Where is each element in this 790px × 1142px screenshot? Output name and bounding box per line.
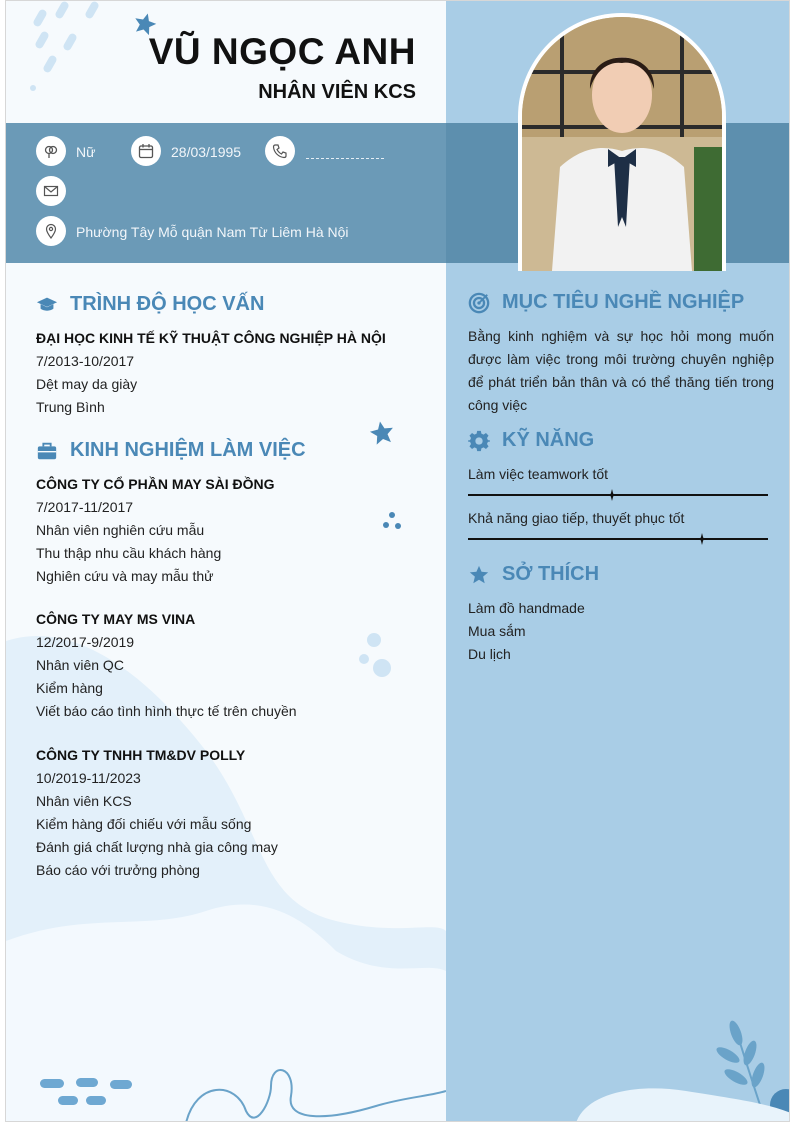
skills-header [468, 429, 594, 452]
birthdate-text: 28/03/1995 [171, 144, 242, 160]
skills-title: KỸ NĂNG [502, 429, 595, 451]
job-company: CÔNG TY CỔ PHẦN MAY SÀI ĐỒNG [36, 476, 275, 492]
target-icon [468, 292, 490, 314]
graduation-cap-icon [36, 294, 58, 316]
job-period: 7/2017-11/2017 [36, 499, 134, 515]
job-detail: Kiểm hàng [36, 680, 103, 696]
job-detail: Đánh giá chất lượng nhà gia công may [36, 839, 278, 855]
gender-icon-badge [36, 136, 66, 166]
skill-bar [468, 538, 768, 540]
objective-title: MỤC TIÊU NGHỀ NGHIỆP [502, 291, 745, 313]
email-icon [43, 183, 59, 199]
bubbles-decoration [356, 631, 396, 681]
education-major: Dệt may da giày [36, 376, 138, 392]
address-text: Phường Tây Mỗ quận Nam Từ Liêm Hà Nội [76, 224, 349, 240]
bottom-right-wave [576, 1083, 790, 1122]
job-detail: Báo cáo với trưởng phòng [36, 862, 200, 878]
job-title: NHÂN VIÊN KCS [258, 81, 416, 103]
bottom-swirl [176, 1061, 446, 1122]
education-title: TRÌNH ĐỘ HỌC VẤN [70, 293, 265, 315]
calendar-icon [138, 143, 154, 159]
profile-photo [522, 17, 722, 271]
job-company: CÔNG TY MAY MS VINA [36, 611, 196, 627]
job-detail: Nhân viên KCS [36, 793, 132, 809]
profile-photo-frame [518, 13, 726, 271]
education-period: 7/2013-10/2017 [36, 353, 135, 369]
top-dashes [28, 1, 118, 96]
experience-header [36, 439, 306, 462]
education-school: ĐẠI HỌC KINH TẾ KỸ THUẬT CÔNG NGHIỆP HÀ NỘI [36, 330, 386, 346]
job-detail: Thu thập nhu cầu khách hàng [36, 545, 222, 561]
objective-text: Bằng kinh nghiệm và sự học hỏi mong muốn được làm việc trong môi trường chuyên nghiệp để phát triển bản thân và có thể thăng tiến trong công việc [468, 328, 774, 413]
objective-header [468, 291, 744, 314]
gender-icon [43, 143, 59, 159]
address-icon-badge [36, 216, 66, 246]
dots-decoration [382, 511, 406, 533]
gear-icon [468, 430, 490, 452]
job-detail: Nhân viên QC [36, 657, 124, 673]
gender-text: Nữ [76, 144, 96, 160]
star-icon [468, 564, 490, 586]
skill-label: Làm việc teamwork tốt [468, 466, 609, 482]
skill-bar [468, 494, 768, 496]
job-detail: Nghiên cứu và may mẫu thử [36, 568, 214, 584]
hobby-item: Mua sắm [468, 623, 526, 639]
hobbies-title: SỞ THÍCH [502, 563, 600, 585]
job-detail: Kiểm hàng đối chiếu với mẫu sống [36, 816, 252, 832]
phone-icon [272, 143, 288, 159]
portrait-image [522, 17, 722, 271]
job-period: 12/2017-9/2019 [36, 634, 135, 650]
job-detail: Viết báo cáo tình hình thực tế trên chuyền [36, 703, 297, 719]
job-detail: Nhân viên nghiên cứu mẫu [36, 522, 205, 538]
skill-level-marker [696, 533, 708, 545]
hobbies-header [468, 563, 599, 586]
education-header [36, 293, 264, 316]
dash-decoration [40, 1075, 140, 1111]
candidate-name: VŨ NGỌC ANH [148, 31, 416, 72]
experience-title: KINH NGHIỆM LÀM VIỆC [70, 439, 306, 461]
cv-page [5, 0, 790, 1122]
location-pin-icon [43, 223, 59, 239]
email-icon-badge [36, 176, 66, 206]
star-decoration-mid [368, 419, 396, 447]
job-period: 10/2019-11/2023 [36, 770, 141, 786]
skill-level-marker [606, 489, 618, 501]
skill-label: Khả năng giao tiếp, thuyết phục tốt [468, 510, 685, 526]
briefcase-icon [36, 440, 58, 462]
phone-icon-badge [265, 136, 295, 166]
hobby-item: Làm đồ handmade [468, 600, 585, 616]
job-company: CÔNG TY TNHH TM&DV POLLY [36, 747, 246, 763]
hobby-item: Du lịch [468, 646, 511, 662]
birthdate-icon-badge [131, 136, 161, 166]
education-grade: Trung Bình [36, 399, 105, 415]
phone-text [306, 144, 384, 159]
